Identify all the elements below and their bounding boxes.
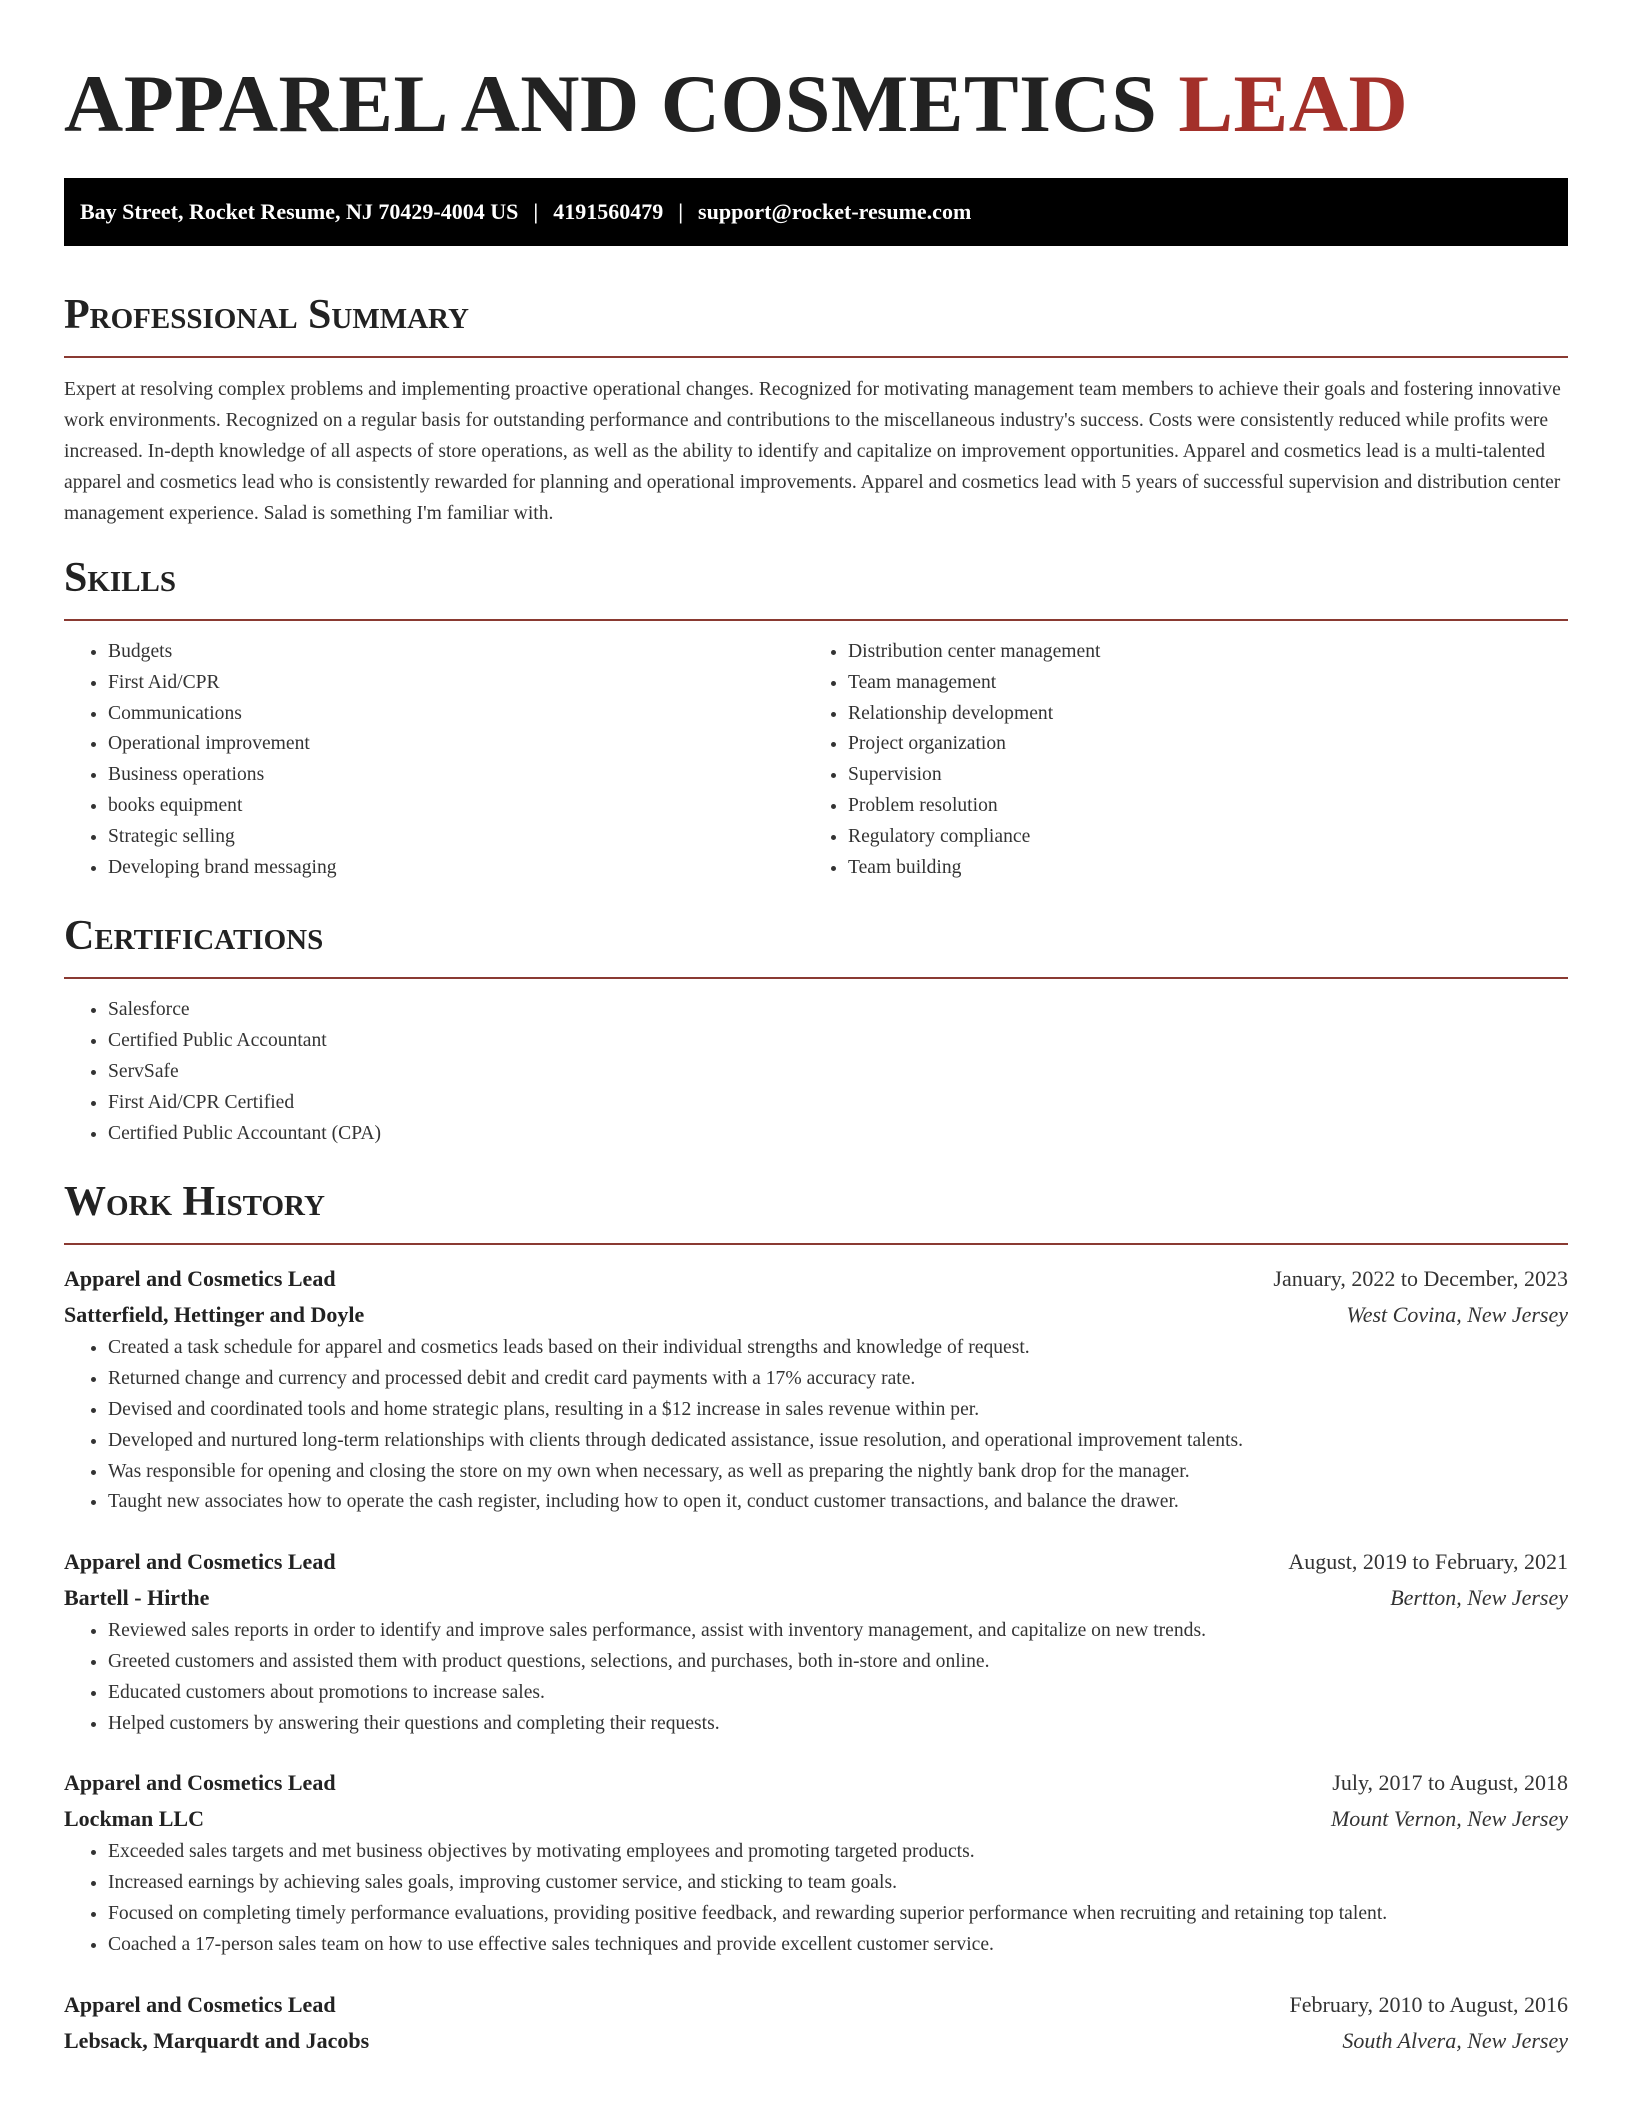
job-header-row bbox=[64, 1765, 1568, 1801]
job-location: South Alvera, New Jersey bbox=[1342, 2027, 1568, 2053]
contact-address: Bay Street, Rocket Resume, NJ 70429-4004 US bbox=[80, 199, 519, 224]
job-title: Apparel and Cosmetics Lead bbox=[64, 1549, 336, 1575]
job-location: West Covina, New Jersey bbox=[1346, 1302, 1568, 1328]
job-company: Lebsack, Marquardt and Jacobs bbox=[64, 2027, 370, 2053]
section-title-skills: Skills bbox=[64, 555, 177, 601]
contact-bar bbox=[64, 178, 1568, 246]
certifications-list bbox=[64, 995, 1568, 1149]
list-item: • Supervision bbox=[848, 760, 1544, 791]
section-title-certifications: Certifications bbox=[64, 913, 324, 960]
job-dates: February, 2010 to August, 2016 bbox=[1289, 1991, 1568, 2017]
section-divider bbox=[64, 977, 1568, 979]
summary-text: Expert at resolving complex problems and implementing proactive operational changes. Recognized for motivating management team members to achieve their goals and fostering innovative work environments. Recognized on a regular basis for outstanding performance and contributions to the miscellaneous industry's success. Costs were consistently reduced while profits were increased. In-depth knowledge of all aspects of store operations, as well as the ability to identify and capitalize on improvement opportunities. Apparel and cosmetics lead is a multi-talented apparel and cosmetics lead who is consistently rewarded for planning and operational improvements. Apparel and cosmetics lead with 5 years of successful supervision and distribution center management experience. Salad is something I'm familiar with. bbox=[64, 379, 1561, 524]
job-title: Apparel and Cosmetics Lead bbox=[64, 1770, 336, 1796]
job-company: Bartell - Hirthe bbox=[64, 1585, 210, 1611]
list-item: • Operational improvement bbox=[108, 729, 804, 760]
job-entry bbox=[64, 1987, 1568, 2059]
list-item: • Budgets bbox=[108, 637, 804, 668]
job-company-row bbox=[64, 1297, 1568, 1333]
list-item: • Certified Public Accountant bbox=[108, 1026, 1568, 1057]
job-dates: January, 2022 to December, 2023 bbox=[1273, 1266, 1568, 1292]
list-item: • Regulatory compliance bbox=[848, 822, 1544, 853]
section-title-summary: Professional Summary bbox=[64, 292, 469, 338]
list-item: • Developing brand messaging bbox=[108, 853, 804, 884]
job-title: Apparel and Cosmetics Lead bbox=[64, 1266, 336, 1292]
list-item: • Returned change and currency and processed debit and credit card payments with a 17% accuracy rate. bbox=[108, 1364, 1568, 1395]
skills-column-right bbox=[804, 637, 1544, 883]
job-header-row bbox=[64, 1544, 1568, 1580]
section-divider bbox=[64, 619, 1568, 621]
section-divider bbox=[64, 356, 1568, 358]
certifications-section bbox=[64, 911, 1568, 1149]
job-company-row bbox=[64, 2023, 1568, 2059]
job-entry bbox=[64, 1765, 1568, 1960]
list-item: • Exceeded sales targets and met business objectives by motivating employees and promoting targeted products. bbox=[108, 1837, 1568, 1868]
list-item: • Salesforce bbox=[108, 995, 1568, 1026]
job-entry bbox=[64, 1544, 1568, 1739]
contact-separator: | bbox=[678, 199, 684, 224]
list-item: • Developed and nurtured long-term relationships with clients through dedicated assistance, issue resolution, and operational improvement talents. bbox=[108, 1426, 1568, 1457]
list-item: • Problem resolution bbox=[848, 791, 1544, 822]
list-item: • Communications bbox=[108, 699, 804, 730]
job-title: Apparel and Cosmetics Lead bbox=[64, 1991, 336, 2017]
list-item: • Relationship development bbox=[848, 699, 1544, 730]
job-entry bbox=[64, 1261, 1568, 1518]
list-item: • Team management bbox=[848, 668, 1544, 699]
list-item: • Created a task schedule for apparel and cosmetics leads based on their individual strengths and knowledge of request. bbox=[108, 1333, 1568, 1364]
list-item: • Devised and coordinated tools and home strategic plans, resulting in a $12 increase in sales revenue within per. bbox=[108, 1395, 1568, 1426]
skills-list-right bbox=[804, 637, 1544, 883]
list-item: • First Aid/CPR bbox=[108, 668, 804, 699]
list-item: • Strategic selling bbox=[108, 822, 804, 853]
list-item: • Certified Public Accountant (CPA) bbox=[108, 1119, 1568, 1150]
job-dates: August, 2019 to February, 2021 bbox=[1288, 1549, 1568, 1575]
list-item: • ServSafe bbox=[108, 1057, 1568, 1088]
job-bullets bbox=[64, 1333, 1568, 1518]
job-dates: July, 2017 to August, 2018 bbox=[1332, 1770, 1568, 1796]
summary-section bbox=[64, 290, 1568, 529]
job-company: Satterfield, Hettinger and Doyle bbox=[64, 1302, 365, 1328]
list-item: • Focused on completing timely performance evaluations, providing positive feedback, and rewarding superior performance when recruiting and retaining top talent. bbox=[108, 1899, 1568, 1930]
list-item: • Greeted customers and assisted them with product questions, selections, and purchases, both in-store and online. bbox=[108, 1647, 1568, 1678]
title-main: APPAREL AND COSMETICS bbox=[64, 58, 1158, 149]
list-item: • First Aid/CPR Certified bbox=[108, 1088, 1568, 1119]
resume-title bbox=[64, 0, 1568, 152]
jobs-list bbox=[64, 1261, 1568, 2058]
list-item: • Distribution center management bbox=[848, 637, 1544, 668]
list-item: • Increased earnings by achieving sales goals, improving customer service, and sticking to team goals. bbox=[108, 1868, 1568, 1899]
list-item: • Helped customers by answering their questions and completing their requests. bbox=[108, 1709, 1568, 1740]
job-company-row bbox=[64, 1580, 1568, 1616]
list-item: • Educated customers about promotions to increase sales. bbox=[108, 1678, 1568, 1709]
skills-section bbox=[64, 553, 1568, 883]
job-header-row bbox=[64, 1987, 1568, 2023]
list-item: • Reviewed sales reports in order to identify and improve sales performance, assist with inventory management, and capitalize on new trends. bbox=[108, 1616, 1568, 1647]
skills-list-left bbox=[64, 637, 804, 883]
list-item: • books equipment bbox=[108, 791, 804, 822]
list-item: • Taught new associates how to operate the cash register, including how to open it, conduct customer transactions, and balance the drawer. bbox=[108, 1487, 1568, 1518]
list-item: • Was responsible for opening and closing the store on my own when necessary, as well as preparing the nightly bank drop for the manager. bbox=[108, 1457, 1568, 1488]
list-item: • Coached a 17-person sales team on how to use effective sales techniques and provide excellent customer service. bbox=[108, 1930, 1568, 1961]
contact-separator: | bbox=[533, 199, 539, 224]
list-item: • Project organization bbox=[848, 729, 1544, 760]
job-company: Lockman LLC bbox=[64, 1806, 204, 1832]
contact-email: support@rocket-resume.com bbox=[698, 199, 972, 224]
title-accent: LEAD bbox=[1178, 58, 1409, 149]
job-bullets bbox=[64, 1837, 1568, 1960]
contact-phone: 4191560479 bbox=[553, 199, 664, 224]
job-location: Mount Vernon, New Jersey bbox=[1330, 1806, 1568, 1832]
skills-grid bbox=[64, 637, 1568, 883]
list-item: • Team building bbox=[848, 853, 1544, 884]
list-item: • Business operations bbox=[108, 760, 804, 791]
job-header-row bbox=[64, 1261, 1568, 1297]
skills-column-left bbox=[64, 637, 804, 883]
section-title-work-history: Work History bbox=[64, 1179, 325, 1226]
job-bullets bbox=[64, 1616, 1568, 1739]
job-location: Bertton, New Jersey bbox=[1390, 1585, 1568, 1611]
work-history-section bbox=[64, 1177, 1568, 2058]
section-divider bbox=[64, 1243, 1568, 1245]
job-company-row bbox=[64, 1801, 1568, 1837]
